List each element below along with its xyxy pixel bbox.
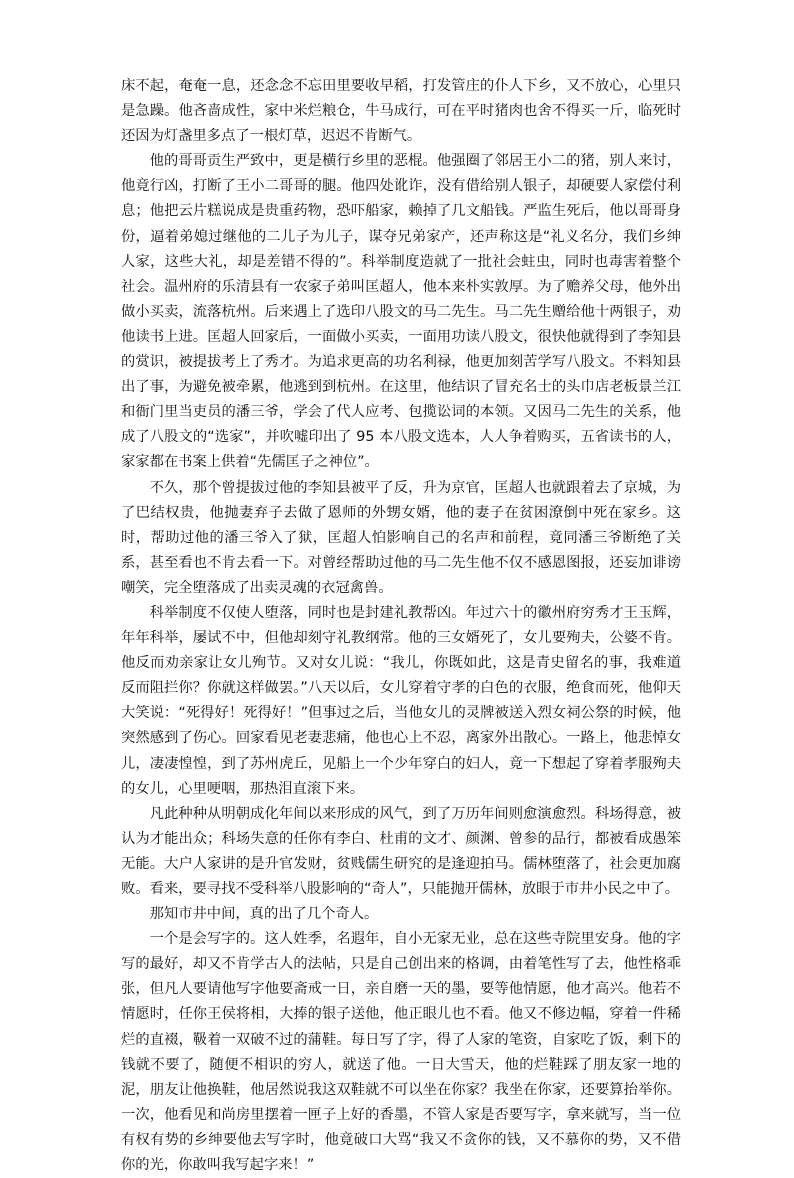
paragraph-3: 不久，那个曾提拔过他的李知县被平了反，升为京官，匡超人也就跟着去了京城，为了巴结权贵，他抛妻弃子去做了恩师的外甥女婿，他的妻子在贫困潦倒中死在家乡。这时，帮助过他的潘三爷入了狱，匡超人怕影响自己的名声和前程，竟同潘三爷断绝了关系，甚至看也不肯去看一下。对曾经帮助过他的马二先生他不仅不感恩图报，还妄加诽谤嘲笑，完全堕落成了出卖灵魂的衣冠禽兽。 xyxy=(121,479,681,596)
document-page xyxy=(121,74,681,1178)
paragraph-7: 一个是会写字的。这人姓季，名遐年，自小无家无业，总在这些寺院里安身。他的字写的最好，却又不肯学古人的法帖，只是自己创出来的格调，由着笔性写了去，他性格乖张，但凡人要请他写字他要斋戒一日，亲自磨一天的墨，要等他情愿，他才高兴。他若不情愿时，任你王侯将相，大捧的银子送他，他正眼儿也不看。他又不修边幅，穿着一件稀烂的直裰，靸着一双破不过的蒲鞋。每日写了字，得了人家的笔资，自家吃了饭，剩下的钱就不要了，随便不相识的穷人，就送了他。一日大雪天，他的烂鞋踩了朋友家一地的泥，朋友让他换鞋，他居然说我这双鞋就不可以坐在你家？我坐在你家，还要算抬举你。一次，他看见和尚房里摆着一匣子上好的香墨，不管人家是否要写字，拿来就写，当一位有权有势的乡绅要他去写字时，他竟破口大骂“我又不贪你的钱，又不慕你的势，又不借你的光，你敢叫我写起字来！” xyxy=(121,931,681,1174)
paragraph-6: 那知市井中间，真的出了几个奇人。 xyxy=(149,906,379,923)
paragraph-1: 床不起，奄奄一息，还念念不忘田里要收早稻，打发管庄的仆人下乡，又不放心，心里只是急躁。他吝啬成性，家中米烂粮仓，牛马成行，可在平时猪肉也舍不得买一斤，临死时还因为灯盏里多点了一根灯草，迟迟不肯断气。 xyxy=(121,78,681,145)
paragraph-5: 凡此种种从明朝成化年间以来形成的风气，到了万历年间则愈演愈烈。科场得意，被认为才能出众；科场失意的任你有李白、杜甫的文才、颜渊、曾参的品行，都被看成愚笨无能。大户人家讲的是升官发财，贫贱儒生研究的是逢迎拍马。儒林堕落了，社会更加腐败。看来，要寻找不受科举八股影响的“奇人”，只能抛开儒林，放眼于市井小民之中了。 xyxy=(121,805,681,897)
paragraph-2: 他的哥哥贡生严致中，更是横行乡里的恶棍。他强圈了邻居王小二的猪，别人来讨，他竟行凶，打断了王小二哥哥的腿。他四处讹诈，没有借给别人银子，却硬要人家偿付利息；他把云片糕说成是贵重药物，恐吓船家，赖掉了几文船钱。严监生死后，他以哥哥身份，逼着弟媳过继他的二儿子为儿子，谋夺兄弟家产，还声称这是“礼义名分，我们乡绅人家，这些大礼，却是差错不得的”。科举制度造就了一批社会蛀虫，同时也毒害着整个社会。温州府的乐清县有一农家子弟叫匡超人，他本来朴实敦厚。为了赡养父母，他外出做小买卖，流落杭州。后来遇上了选印八股文的马二先生。马二先生赠给他十两银子，劝他读书上进。匡超人回家后，一面做小买卖，一面用功读八股文，很快他就得到了李知县的赏识，被提拔考上了秀才。为追求更高的功名利禄，他更加刻苦学写八股文。不料知县出了事，为避免被牵累，他逃到到杭州。在这里，他结识了冒充名士的头巾店老板景兰江和衙门里当吏员的潘三爷，学会了代人应考、包揽讼词的本领。又因马二先生的关系，他成了八股文的“选家”，并吹嘘印出了 95 本八股文选本，人人争着购买，五省读书的人，家家都在书案上供着“先儒匡子之神位”。 xyxy=(121,153,681,471)
paragraph-4: 科举制度不仅使人堕落，同时也是封建礼教帮凶。年过六十的徽州府穷秀才王玉辉，年年科举，屡试不中，但他却刻守礼教纲常。他的三女婿死了，女儿要殉夫，公婆不肯。他反而劝亲家让女儿殉节。又对女儿说：“我儿，你既如此，这是青史留名的事，我难道反而阻拦你？你就这样做罢。”八天以后，女儿穿着守孝的白色的衣服，绝食而死，他仰天大笑说：“死得好！死得好！”但事过之后，当他女儿的灵牌被送入烈女祠公祭的时候，他突然感到了伤心。回家看见老妻悲痛，他也心上不忍，离家外出散心。一路上，他悲悼女儿，凄凄惶惶，到了苏州虎丘，见船上一个少年穿白的妇人，竟一下想起了穿着孝服殉夫的女儿，心里哽咽，那热泪直滚下来。 xyxy=(121,604,681,797)
